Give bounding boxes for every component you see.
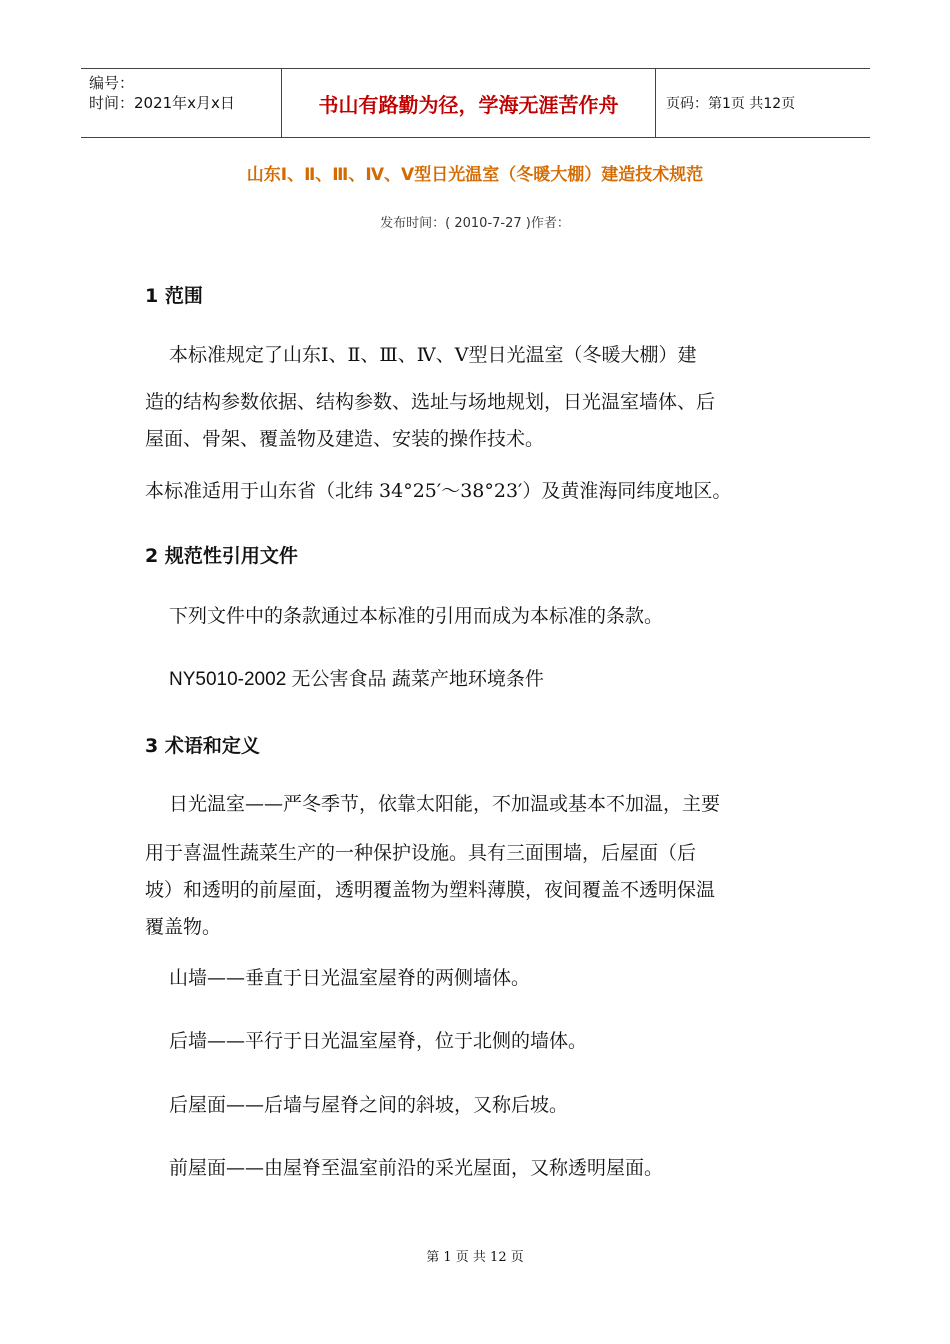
paragraph-scope-body (145, 337, 805, 458)
paragraph-term-greenhouse (145, 786, 805, 946)
text-line: 坡）和透明的前屋面，透明覆盖物为塑料薄膜，夜间覆盖不透明保温 (145, 879, 716, 901)
publish-meta: 发布时间：( 2010-7-27 )作者： (380, 216, 570, 231)
text-line: 屋面、骨架、覆盖物及建造、安装的操作技术。 (145, 428, 545, 450)
text-line: 下列文件中的条款通过本标准的引用而成为本标准的条款。 (169, 605, 664, 627)
text-line: 日光温室——严冬季节，依靠太阳能，不加温或基本不加温，主要 (169, 793, 721, 815)
text-line: 本标准规定了山东Ⅰ、Ⅱ、Ⅲ、Ⅳ、Ⅴ型日光温室（冬暖大棚）建 (169, 344, 697, 366)
header-info (81, 69, 281, 137)
text-line: 后墙——平行于日光温室屋脊，位于北侧的墙体。 (169, 1030, 588, 1052)
paragraph-term-gable-wall (145, 960, 805, 997)
page-header (81, 68, 870, 138)
paragraph-reference-standard (145, 661, 805, 698)
text-line: NY5010-2002 无公害食品 蔬菜产地环境条件 (169, 669, 544, 690)
paragraph-term-back-wall (145, 1023, 805, 1060)
section-heading-scope: 1 范围 (145, 285, 203, 307)
header-page-cell (656, 69, 870, 137)
text-line: 覆盖物。 (145, 916, 222, 938)
section-heading-references: 2 规范性引用文件 (145, 545, 298, 567)
text-line: 本标准适用于山东省（北纬 34°25′～38°23′）及黄淮海同纬度地区。 (145, 480, 732, 502)
text-line: 用于喜温性蔬菜生产的一种保护设施。具有三面围墙，后屋面（后 (145, 842, 697, 864)
text-line: 山墙——垂直于日光温室屋脊的两侧墙体。 (169, 967, 531, 989)
date-label: 时间：2021年x月x日 (89, 94, 235, 112)
page-label: 页码：第1页 共12页 (666, 96, 796, 112)
paragraph-term-back-roof (145, 1087, 805, 1124)
page-footer: 第 1 页 共 12 页 (426, 1250, 524, 1265)
section-heading-terms: 3 术语和定义 (145, 735, 260, 757)
motto: 书山有路勤为径，学海无涯苦作舟 (318, 92, 619, 117)
document-title: 山东Ⅰ、Ⅱ、Ⅲ、Ⅳ、Ⅴ型日光温室（冬暖大棚）建造技术规范 (246, 165, 704, 185)
paragraph-term-front-roof (145, 1150, 805, 1187)
number-label: 编号： (89, 74, 135, 92)
text-line: 前屋面——由屋脊至温室前沿的采光屋面，又称透明屋面。 (169, 1157, 664, 1179)
header-motto-cell (281, 69, 656, 137)
text-line: 造的结构参数依据、结构参数、选址与场地规划，日光温室墙体、后 (145, 391, 716, 413)
text-line: 后屋面——后墙与屋脊之间的斜坡，又称后坡。 (169, 1094, 569, 1116)
paragraph-scope-applicability (145, 473, 805, 510)
paragraph-references-intro (145, 598, 805, 635)
